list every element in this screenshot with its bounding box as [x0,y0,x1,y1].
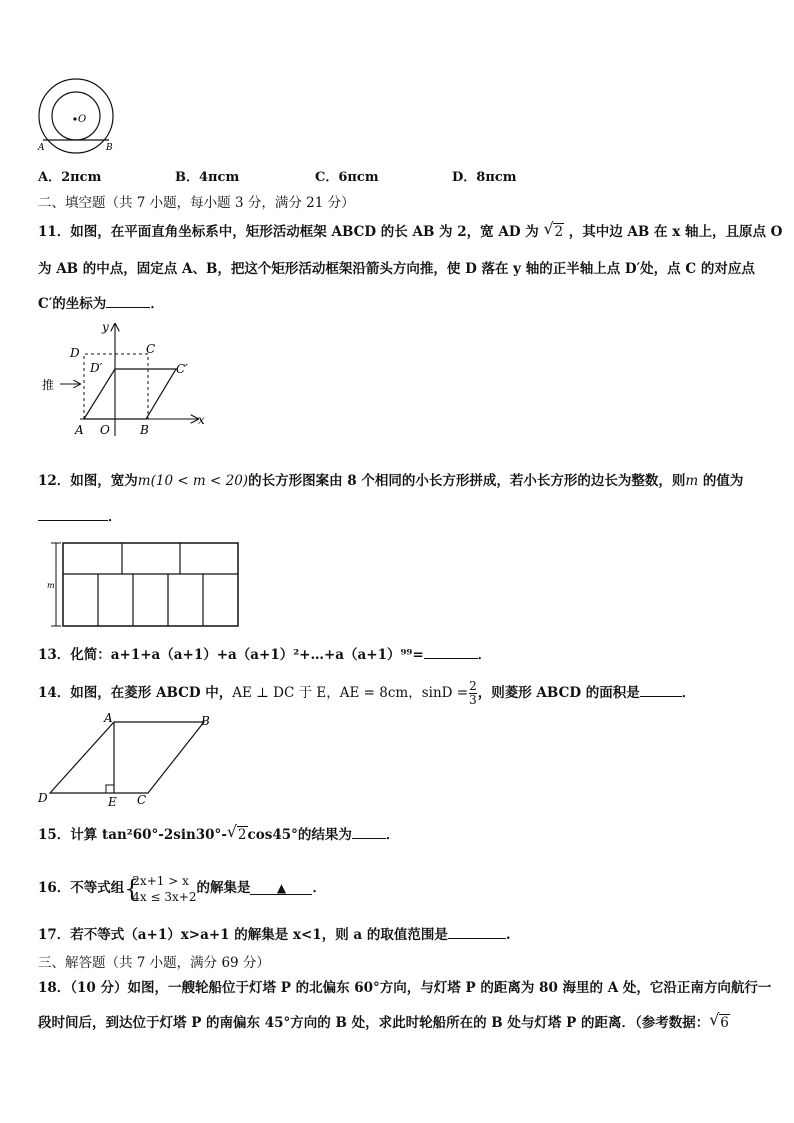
q15: 15．计算 tan²60°-2sin30°- √ 2cos45°的结果为 ． [38,822,400,843]
answer-blank[interactable] [352,826,386,839]
circle-figure [30,78,130,156]
q11-line2: 为 AB 的中点，固定点 A、B，把这个矩形活动框架沿箭头方向推，使 D 落在 y 轴的正半轴上点 D′处，点 C 的对应点 [38,261,755,277]
outer-rectangle [63,543,238,626]
answer-blank[interactable] [424,646,478,659]
sqrt-6: √ 6 [709,1010,729,1031]
q18-line1: 18．（10 分）如图，一艘轮船位于灯塔 P 的北偏东 60°方向，与灯塔 P 的距离为 80 海里的 A 处，它沿正南方向航行一 [38,980,772,996]
label-x: x [198,413,205,427]
q11-line3: C′的坐标为 ． [38,296,164,312]
label-a: A [75,423,84,437]
label-m: m [47,581,55,590]
answer-blank[interactable] [38,508,108,521]
label-e: E [108,795,117,809]
answer-blank[interactable] [640,684,682,697]
section2-header: 二、填空题（共 7 小题，每小题 3 分，满分 21 分） [38,195,355,211]
pushed-parallelogram [84,369,176,419]
option-a: A．2πcm [38,170,102,185]
label-o: O [78,114,87,125]
label-b: B [201,714,210,728]
label-c-prime: C′ [176,362,188,376]
rhombus-figure [36,710,220,810]
q12-line2: ． [38,508,122,526]
q11-line1: 11．如图，在平面直角坐标系中，矩形活动框架 ABCD 的长 AB 为 2，宽 AD 为 √ 2 ，其中边 AB 在 x 轴上，且原点 O [38,219,783,240]
label-a: A [104,711,113,725]
option-d: D．8πcm [452,170,517,185]
label-o: O [100,423,110,437]
q16: 16．不等式组 { 2x+1 > x 4x ≤ 3x+2 的解集是 ▲ ． [38,873,326,904]
option-c: C．6πcm [315,170,379,185]
label-a: A [38,143,45,153]
label-c: C [137,793,147,807]
rectangle-frame-figure [38,316,218,440]
answer-blank[interactable]: ▲ [250,882,312,895]
outer-circle [39,79,113,153]
rhombus [50,722,204,793]
section3-header: 三、解答题（共 7 小题，满分 69 分） [38,955,270,971]
fraction-2-3: $\frac{2}{3}$ [469,679,477,707]
inner-circle [52,92,100,140]
label-c: C [146,342,156,356]
label-push: 推 [42,378,55,392]
rectangle-pattern-figure [42,538,242,630]
q14: 14．如图，在菱形 ABCD 中，AE ⊥ DC 于 E，AE = 8cm，sinD = $\frac{2}{3}$ ，则菱形 ABCD 的面积是 ． [38,679,696,707]
center-dot [73,117,76,120]
q12-line1: 12．如图，宽为m(10 < m < 20)的长方形图案由 8 个相同的小长方形拼成，若小长方形的边长为整数，则m 的值为 [38,473,744,489]
label-d: D [38,791,48,805]
sqrt-2: √ 2 [226,822,247,843]
sqrt-2: √ 2 [543,219,564,240]
inequality-system: { 2x+1 > x 4x ≤ 3x+2 [124,873,197,904]
answer-blank[interactable] [448,926,506,939]
label-b: B [106,143,113,153]
label-d: D [70,346,80,360]
answer-blank[interactable] [106,295,150,308]
q18-line2: 段时间后，到达位于灯塔 P 的南偏东 45°方向的 B 处，求此时轮船所在的 B 处与灯塔 P 的距离．（参考数据： √ 6 [38,1010,729,1031]
option-b: B．4πcm [175,170,240,185]
right-angle-mark [106,785,114,793]
q13: 13．化简：a+1+a（a+1）+a（a+1）²+…+a（a+1）⁹⁹= ． [38,647,492,663]
label-d-prime: D′ [90,361,103,375]
label-b: B [140,423,149,437]
label-y: y [102,320,109,334]
q17: 17．若不等式（a+1）x>a+1 的解集是 x<1，则 a 的取值范围是 . [38,927,511,943]
